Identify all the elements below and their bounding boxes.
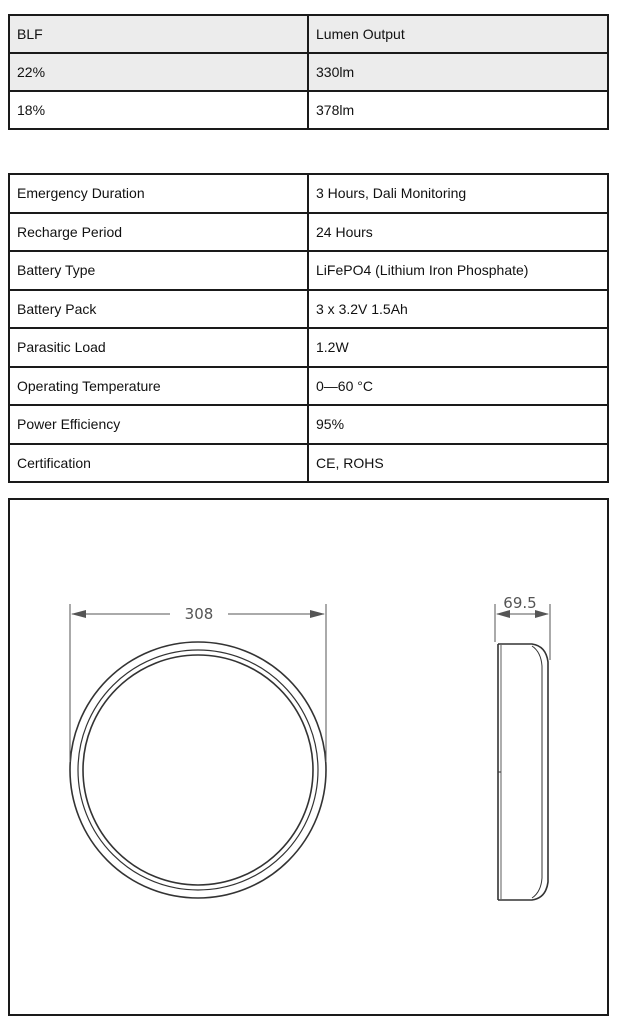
header-blf: BLF <box>9 15 308 53</box>
table-row <box>9 290 608 329</box>
spec-value: 1.2W <box>308 328 608 367</box>
spec-label: Emergency Duration <box>9 174 308 213</box>
table-row <box>9 53 608 91</box>
table-row <box>9 367 608 406</box>
table-row <box>9 174 608 213</box>
depth-dimension <box>495 604 550 660</box>
lumen-value: 378lm <box>308 91 608 129</box>
side-body-outline <box>498 644 548 900</box>
header-lumen-output: Lumen Output <box>308 15 608 53</box>
spec-value: 3 Hours, Dali Monitoring <box>308 174 608 213</box>
spec-value: 24 Hours <box>308 213 608 252</box>
drawing-canvas <box>10 500 607 1014</box>
spec-label: Battery Pack <box>9 290 308 329</box>
table-row <box>9 91 608 129</box>
diameter-label: 308 <box>184 605 214 623</box>
spec-label: Battery Type <box>9 251 308 290</box>
spec-value: 95% <box>308 405 608 444</box>
table-row <box>9 213 608 252</box>
front-view <box>70 642 326 898</box>
spec-label: Parasitic Load <box>9 328 308 367</box>
table-row <box>9 444 608 483</box>
blf-value: 18% <box>9 91 308 129</box>
outer-ring <box>70 642 326 898</box>
spec-label: Recharge Period <box>9 213 308 252</box>
table-row <box>9 328 608 367</box>
spec-value: 3 x 3.2V 1.5Ah <box>308 290 608 329</box>
inner-ring <box>83 655 313 885</box>
diameter-dimension <box>70 604 326 762</box>
table-header-row <box>9 15 608 53</box>
spec-value: CE, ROHS <box>308 444 608 483</box>
table-row <box>9 405 608 444</box>
middle-ring <box>78 650 318 890</box>
arrow-right-icon <box>310 610 325 618</box>
table-row <box>9 251 608 290</box>
side-rim-line <box>532 646 542 898</box>
spec-value: LiFePO4 (Lithium Iron Phosphate) <box>308 251 608 290</box>
blf-lumen-table <box>8 14 609 130</box>
lumen-value: 330lm <box>308 53 608 91</box>
arrow-depth-right-icon <box>535 610 549 618</box>
specification-table <box>8 173 609 483</box>
arrow-left-icon <box>71 610 86 618</box>
spec-label: Certification <box>9 444 308 483</box>
spec-label: Power Efficiency <box>9 405 308 444</box>
spec-label: Operating Temperature <box>9 367 308 406</box>
side-view <box>498 644 548 900</box>
depth-label: 69.5 <box>503 594 537 612</box>
blf-value: 22% <box>9 53 308 91</box>
spec-value: 0—60 °C <box>308 367 608 406</box>
dimension-drawing <box>8 498 609 1016</box>
